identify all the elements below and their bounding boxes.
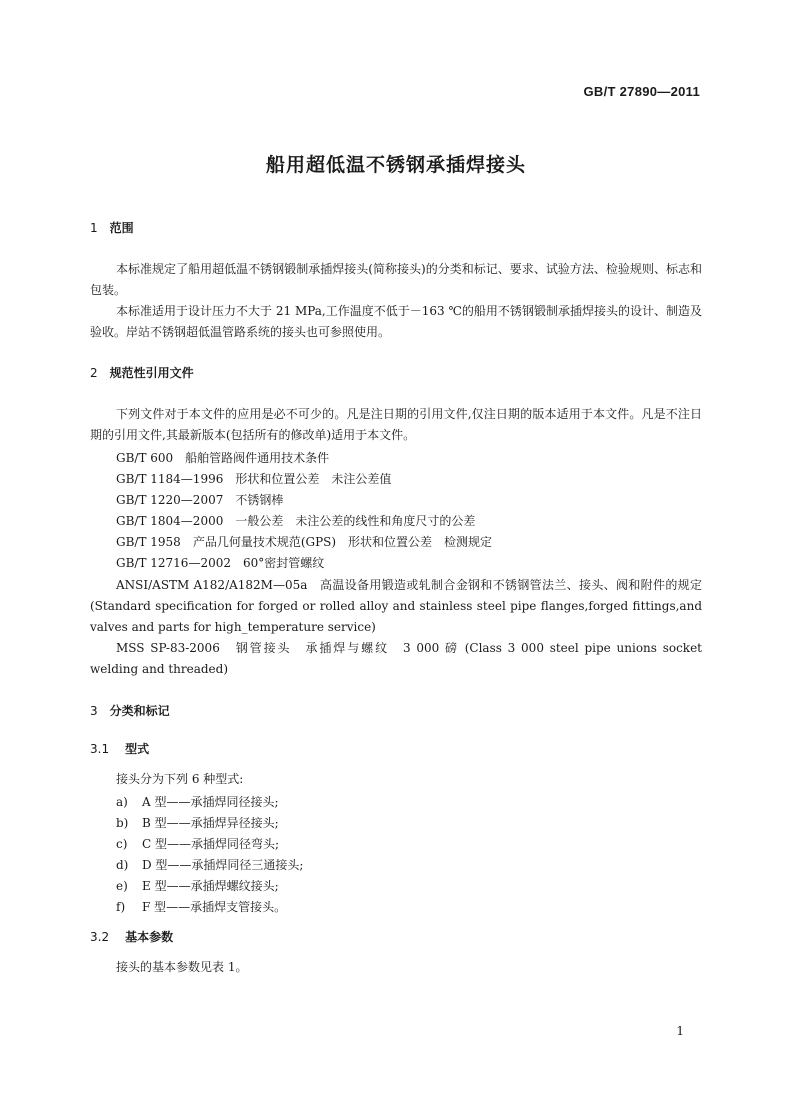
section-number: 3 xyxy=(90,704,98,718)
list-marker: d) xyxy=(116,858,129,872)
basic-parameters-text: 接头的基本参数见表 1。 xyxy=(116,960,248,974)
subsection-number: 3.1 xyxy=(90,742,110,756)
list-text: F 型——承插焊支管接头。 xyxy=(142,900,287,914)
reference-code: GB/T 1804—2000 xyxy=(116,514,224,528)
reference-item xyxy=(116,491,283,508)
list-text: D 型——承插焊同径三通接头; xyxy=(142,858,304,872)
references-intro: 下列文件对于本文件的应用是必不可少的。凡是注日期的引用文件,仅注日期的版本适用于本文件。凡是不注日期的引用文件,其最新版本(包括所有的修改单)适用于本文件。 xyxy=(90,407,702,442)
reference-item xyxy=(116,554,324,571)
reference-title: 产品几何量技术规范(GPS) 形状和位置公差 检测规定 xyxy=(192,535,493,549)
list-marker: e) xyxy=(116,879,128,893)
types-intro: 接头分为下列 6 种型式: xyxy=(116,772,244,786)
document-title: 船用超低温不锈钢承插焊接头 xyxy=(265,154,526,176)
page-number: 1 xyxy=(676,1024,684,1038)
scope-paragraph-2: 本标准适用于设计压力不大于 21 MPa,工作温度不低于－163 ℃的船用不锈钢锻制承插焊接头的设计、制造及验收。岸站不锈钢超低温管路系统的接头也可参照使用。 xyxy=(90,304,702,339)
section-title: 分类和标记 xyxy=(109,704,170,718)
reference-title: 60°密封管螺纹 xyxy=(242,556,325,570)
reference-mss: MSS SP-83-2006 钢管接头 承插焊与螺纹 3 000 磅 (Class 3 000 steel pipe unions socket welding and threaded) xyxy=(90,641,702,676)
reference-title: 不锈钢棒 xyxy=(235,493,284,507)
section-number: 2 xyxy=(90,366,98,380)
list-text: B 型——承插焊异径接头; xyxy=(142,816,279,830)
section-title: 范围 xyxy=(109,221,134,235)
reference-title: 船舶管路阀件通用技术条件 xyxy=(185,451,330,465)
scope-paragraph-1: 本标准规定了船用超低温不锈钢锻制承插焊接头(简称接头)的分类和标记、要求、试验方法、检验规则、标志和包装。 xyxy=(90,262,702,297)
list-text: E 型——承插焊螺纹接头; xyxy=(142,879,279,893)
section-title: 规范性引用文件 xyxy=(109,366,194,380)
reference-code: GB/T 1958 xyxy=(116,535,181,549)
subsection-title: 型式 xyxy=(125,742,150,756)
list-marker: a) xyxy=(116,795,128,809)
list-text: C 型——承插焊同径弯头; xyxy=(142,837,280,851)
reference-code: GB/T 12716—2002 xyxy=(116,556,231,570)
list-item xyxy=(116,855,303,876)
reference-item xyxy=(116,512,475,529)
standard-code: GB/T 27890—2011 xyxy=(583,84,700,99)
subsection-number: 3.2 xyxy=(90,930,110,944)
reference-title: 一般公差 未注公差的线性和角度尺寸的公差 xyxy=(235,514,476,528)
subsection-3-1-heading xyxy=(90,740,149,757)
list-marker: c) xyxy=(116,837,128,851)
list-item xyxy=(116,876,303,897)
reference-item xyxy=(116,470,391,487)
list-item xyxy=(116,792,303,813)
reference-code: GB/T 1220—2007 xyxy=(116,493,224,507)
section-3-heading xyxy=(90,702,170,719)
reference-title: 形状和位置公差 未注公差值 xyxy=(235,472,392,486)
list-item xyxy=(116,834,303,855)
section-2-heading xyxy=(90,364,194,381)
list-marker: f) xyxy=(116,900,126,914)
subsection-3-2-heading xyxy=(90,928,173,945)
reference-item xyxy=(116,449,329,466)
type-list xyxy=(116,792,303,918)
list-marker: b) xyxy=(116,816,129,830)
section-number: 1 xyxy=(90,221,98,235)
reference-code: GB/T 600 xyxy=(116,451,174,465)
list-text: A 型——承插焊同径接头; xyxy=(142,795,279,809)
list-item xyxy=(116,897,303,918)
reference-item xyxy=(116,533,492,550)
reference-astm: ANSI/ASTM A182/A182M—05a 高温设备用锻造或轧制合金钢和不锈钢管法兰、接头、阀和附件的规定(Standard specification for forged or rolled alloy and stainless steel pipe flanges,forged fittings,and valves and parts for high_temperature service) xyxy=(90,578,702,634)
subsection-title: 基本参数 xyxy=(125,930,174,944)
reference-code: GB/T 1184—1996 xyxy=(116,472,224,486)
section-1-heading xyxy=(90,219,134,236)
list-item xyxy=(116,813,303,834)
